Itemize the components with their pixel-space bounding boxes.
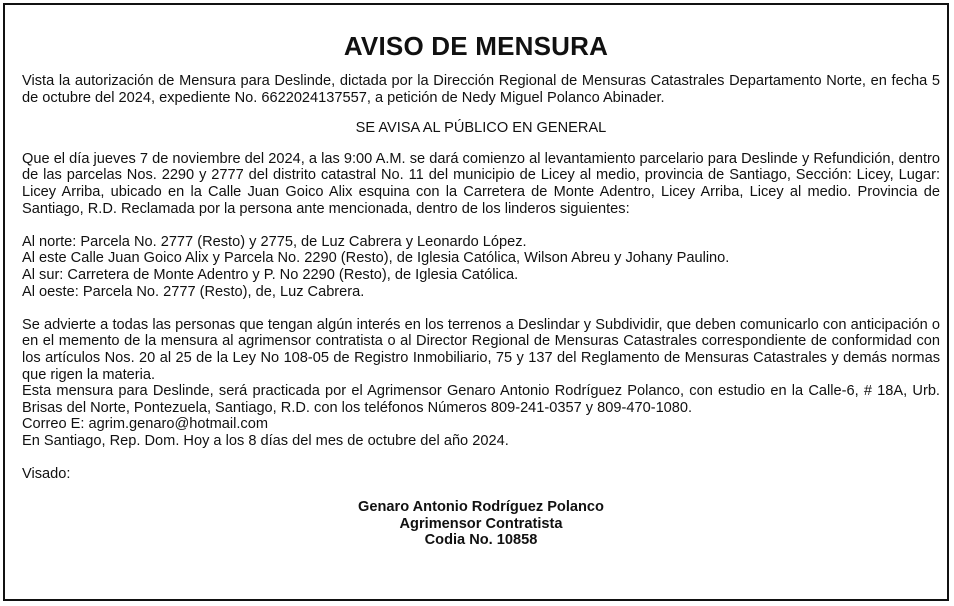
boundary-north: Al norte: Parcela No. 2777 (Resto) y 2775, de Luz Cabrera y Leonardo López. — [22, 233, 527, 250]
boundary-west: Al oeste: Parcela No. 2777 (Resto), de, Luz Cabrera. — [22, 283, 365, 300]
boundary-east: Al este Calle Juan Goico Alix y Parcela No. 2290 (Resto), de Iglesia Católica, Wilson Abreu y Johany Paulino. — [22, 250, 730, 267]
notice-frame — [3, 3, 949, 601]
intro-paragraph: Vista la autorización de Mensura para Deslinde, dictada por la Dirección Regional de Mensuras Catastrales Departamento Norte, en fecha 5 de octubre del 2024, expediente No. 6622024137557, a petición de Nedy Miguel Polanco Abinader. — [22, 73, 940, 106]
email-line: Correo E: agrim.genaro@hotmail.com — [22, 416, 268, 433]
public-notice-heading: SE AVISA AL PÚBLICO EN GENERAL — [355, 120, 607, 137]
warning-paragraph: Se advierte a todas las personas que tengan algún interés en los terrenos a Deslindar y Subdividir, que deben comunicarlo con anticipación o en el memento de la mensura al agrimensor contratista o al Director Regional de Mensuras Catastrales correspondiente de conformidad con los artículos Nos. 20 al 25 de la Ley No 108-05 de Registro Inmobiliario, 75 y 137 del Reglamento de Mensuras Catastrales y demás normas que rigen la materia. — [22, 316, 940, 383]
signature-name: Genaro Antonio Rodríguez Polanco — [358, 499, 604, 516]
signature-codia: Codia No. 10858 — [424, 532, 538, 549]
notice-title: AVISO DE MENSURA — [343, 31, 609, 61]
notice-body — [22, 73, 940, 549]
signature-role: Agrimensor Contratista — [399, 515, 563, 532]
date-line: En Santiago, Rep. Dom. Hoy a los 8 días del mes de octubre del año 2024. — [22, 432, 509, 449]
boundary-south: Al sur: Carretera de Monte Adentro y P. No 2290 (Resto), de Iglesia Católica. — [22, 266, 519, 283]
visado-label: Visado: — [22, 466, 71, 483]
description-paragraph: Que el día jueves 7 de noviembre del 2024, a las 9:00 A.M. se dará comienzo al levantamiento parcelario para Deslinde y Refundición, dentro de las parcelas Nos. 2290 y 2777 del distrito catastral No. 11 del municipio de Licey al medio, provincia de Santiago, Sección: Licey, Lugar: Licey Arriba, ubicado en la Calle Juan Goico Alix esquina con la Carretera de Monte Adentro, Licey Arriba, Licey al medio. Provincia de Santiago, R.D. Reclamada por la persona ante mencionada, dentro de los linderos siguientes: — [22, 150, 940, 217]
surveyor-paragraph: Esta mensura para Deslinde, será practicada por el Agrimensor Genaro Antonio Rodríguez Polanco, con estudio en la Calle-6, # 18A, Urb. Brisas del Norte, Pontezuela, Santiago, R.D. con los teléfonos Números 809-241-0357 y 809-470-1080. — [22, 383, 940, 416]
